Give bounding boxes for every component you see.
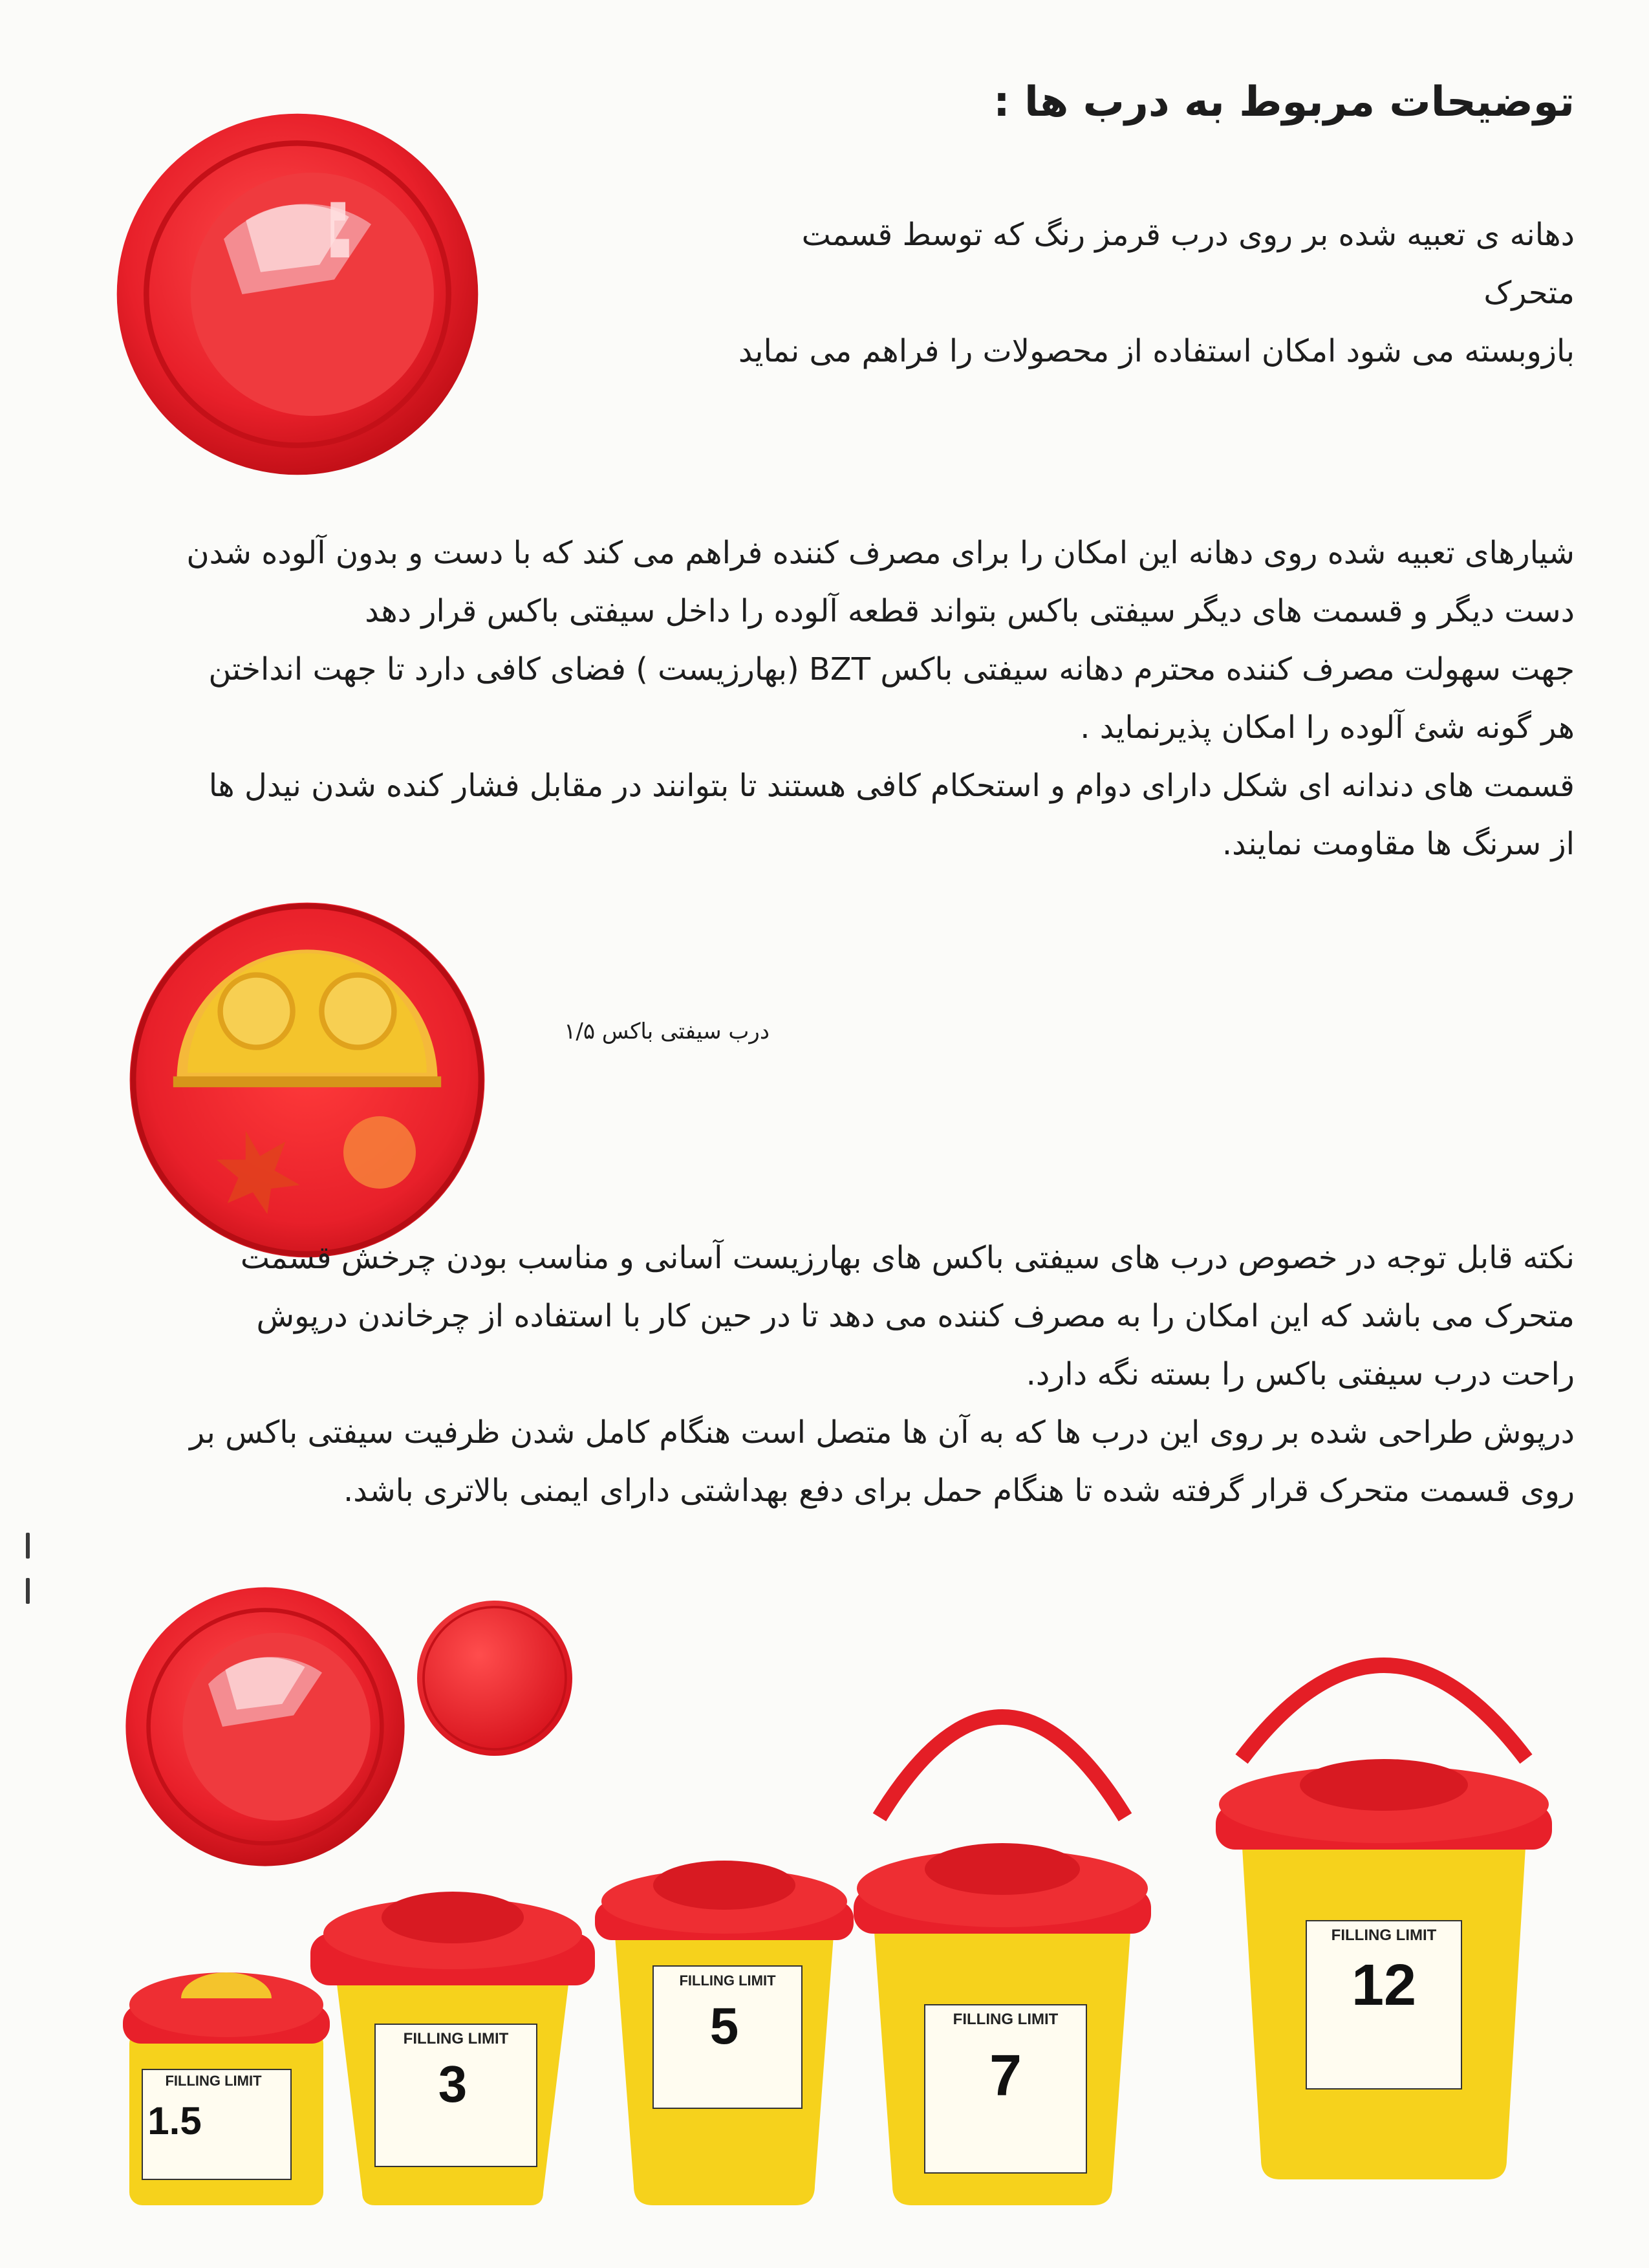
container-3l [310,1892,595,2205]
container-label: FILLING LIMIT [165,2073,262,2089]
text-line: درپوش طراحی شده بر روی این درب ها که به آن ها متصل است هنگام کامل شدن ظرفیت سیفتی باکس بر [189,1414,1575,1451]
red-lid-image-top [113,110,482,479]
text-line: دهانه ی تعبیه شده بر روی درب قرمز رنگ که توسط قسمت متحرک [801,217,1575,311]
container-size: 3 [438,2055,468,2113]
text-line: شیارهای تعبیه شده روی دهانه این امکان را برای مصرف کننده فراهم می کند که با دست و بدون آلوده شدن [186,535,1575,571]
text-line: روی قسمت متحرک قرار گرفته شده تا هنگام حمل برای دفع بهداشتی دارای ایمنی بالاتری باشد. [343,1473,1575,1509]
container-size: 7 [989,2044,1022,2108]
text-line: بازوبسته می شود امکان استفاده از محصولات را فراهم می نماید [738,333,1575,369]
page-title: توضیحات مربوط به درب ها : [993,78,1575,126]
container-size: 1.5 [147,2099,202,2143]
scan-edge-mark [26,1533,30,1559]
container-label: FILLING LIMIT [403,2030,509,2047]
red-lid-yellow-insert-image [126,899,488,1261]
text-line: دست دیگر و قسمت های دیگر سیفتی باکس بتواند قطعه آلوده را داخل سیفتی باکس قرار دهد [365,593,1575,629]
container-size: 5 [709,1997,739,2055]
container-5l [595,1861,854,2205]
container-12l [1216,1665,1552,2179]
safety-box-containers-image [116,1656,1565,2212]
lid-opening-description [702,206,1575,380]
lid-caption: درب سیفتی باکس ۱/۵ [564,1019,770,1044]
text-line: نکته قابل توجه در خصوص درب های سیفتی باکس های بهارزیست آسانی و مناسب بودن چرخش قسمت [240,1240,1575,1276]
rotating-cap-description [68,1229,1575,1520]
container-label: FILLING LIMIT [1331,1927,1437,1944]
text-line: قسمت های دندانه ای شکل دارای دوام و استحکام کافی هستند تا بتوانند در مقابل فشار کنده شدن نیدل ها [208,768,1575,804]
text-line: راحت درب سیفتی باکس را بسته نگه دارد. [1026,1356,1575,1392]
lid-grooves-description [68,524,1575,873]
text-line: هر گونه شئ آلوده را امکان پذیرنماید . [1080,709,1575,746]
text-line: متحرک می باشد که این امکان را به مصرف کننده می دهد تا در حین کار با استفاده از چرخاندن درپوش [256,1298,1575,1334]
text-line: جهت سهولت مصرف کننده محترم دهانه سیفتی باکس BZT (بهارزیست ) فضای کافی دارد تا جهت انداختن [208,651,1575,687]
container-size: 12 [1351,1953,1417,2018]
text-line: از سرنگ ها مقاومت نمایند. [1222,826,1575,862]
scan-edge-mark [26,1578,30,1604]
container-label: FILLING LIMIT [953,2011,1059,2028]
container-1-5l [123,1972,330,2205]
container-7l [854,1717,1151,2205]
container-label: FILLING LIMIT [679,1972,776,1989]
